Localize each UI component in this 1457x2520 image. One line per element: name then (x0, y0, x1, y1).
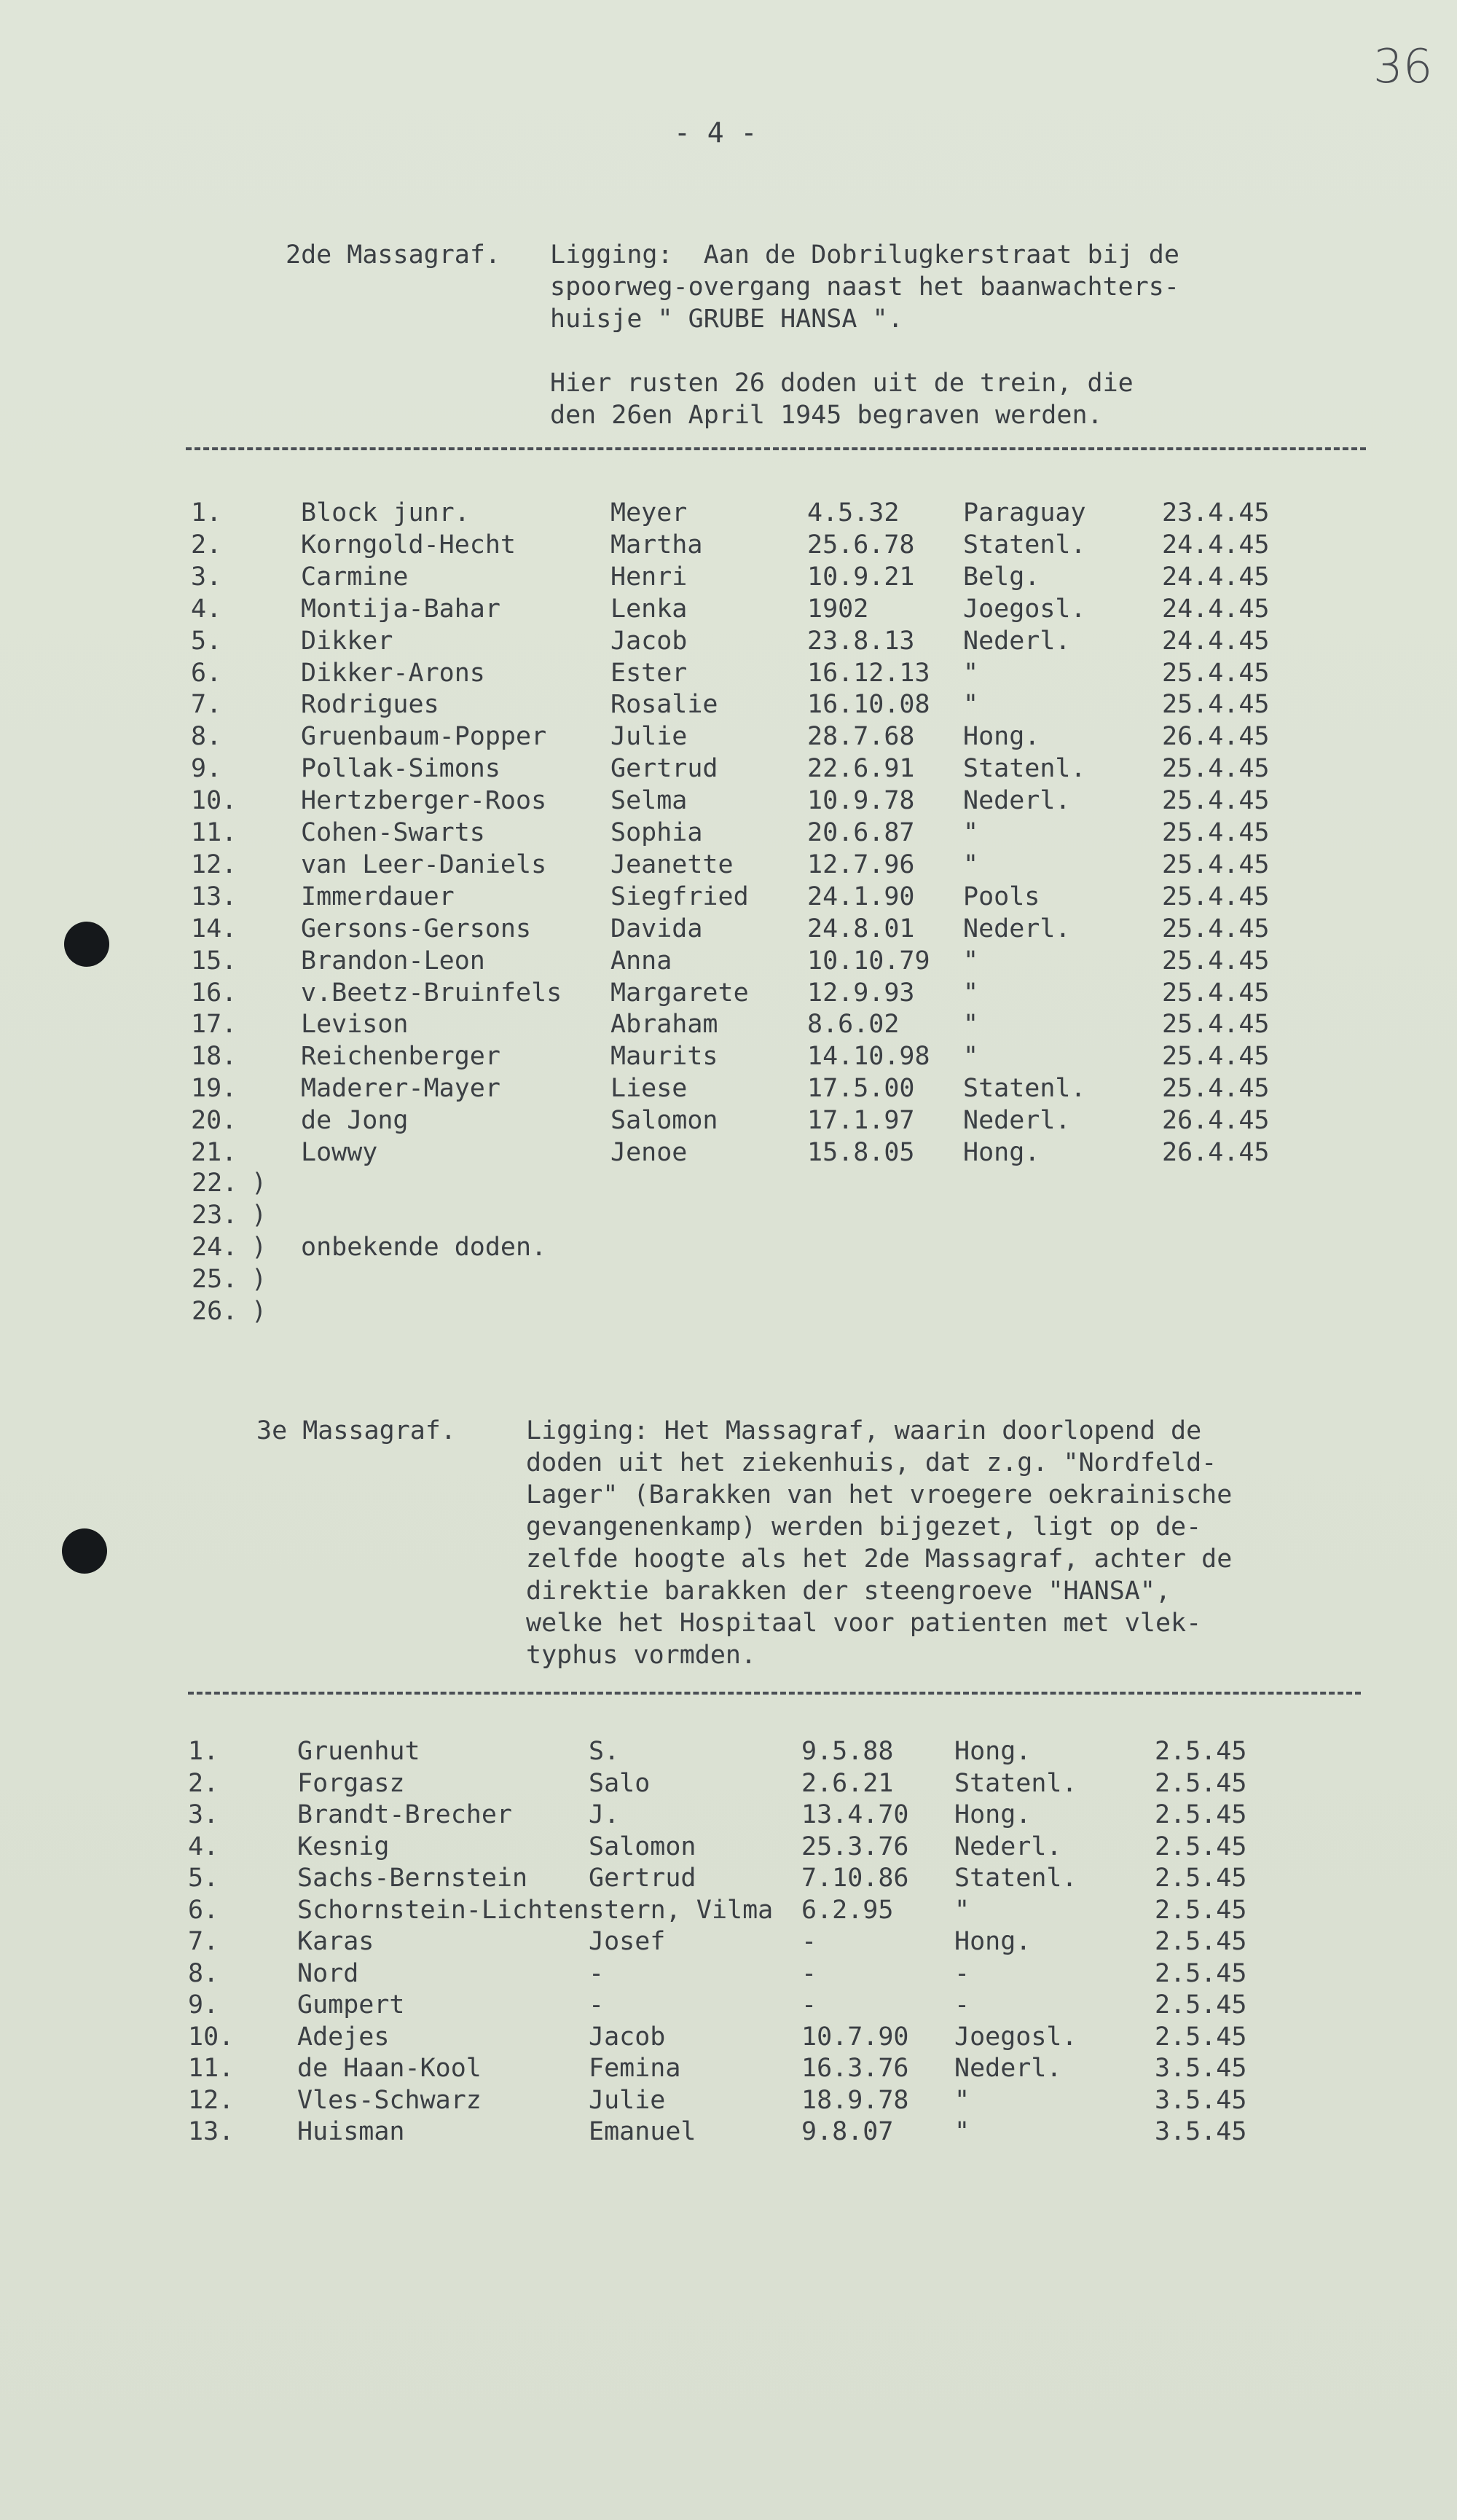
first-name: Josef (589, 1927, 666, 1956)
death-date: 2.5.45 (1155, 1927, 1247, 1956)
birth-date: 25.3.76 (801, 1832, 909, 1861)
death-date: 2.5.45 (1155, 1864, 1247, 1893)
nationality: " (954, 2117, 970, 2146)
death-date: 26.4.45 (1162, 722, 1270, 752)
entry-number: 4. (188, 1832, 219, 1861)
archive-number: 36 (1373, 40, 1433, 94)
surname: van Leer-Daniels (301, 849, 547, 879)
birth-date: 17.5.00 (807, 1074, 915, 1104)
entry-number: 5. (191, 626, 222, 656)
nationality: " (963, 946, 979, 976)
section2-location-line-2: spoorweg-overgang naast het baanwachters- (550, 272, 1179, 302)
surname: Kesnig (297, 1832, 390, 1861)
death-date: 2.5.45 (1155, 1990, 1247, 2019)
section2-label: 2de Massagraf. (286, 240, 501, 270)
section2-location-line-3: huisje " GRUBE HANSA ". (550, 305, 903, 334)
death-date: 25.4.45 (1162, 754, 1270, 784)
first-name: Davida (610, 914, 703, 943)
section2-divider (186, 447, 1366, 450)
nationality: " (954, 1895, 970, 1925)
entry-number: 3. (191, 562, 222, 592)
first-name: - (589, 1958, 605, 1988)
surname: Vles-Schwarz (297, 2085, 482, 2115)
entry-number: 9. (191, 754, 222, 784)
nationality: Pools (963, 882, 1040, 911)
surname: Reichenberger (301, 1042, 500, 1072)
surname: Korngold-Hecht (301, 530, 517, 560)
first-name: Sophia (610, 818, 703, 847)
surname: Gersons-Gersons (301, 914, 532, 943)
entry-number: 15. (191, 946, 237, 976)
section3-location-line: typhus vormden. (526, 1641, 757, 1670)
birth-date: 20.6.87 (807, 818, 915, 847)
death-date: 3.5.45 (1155, 2085, 1247, 2115)
death-date: 25.4.45 (1162, 1042, 1270, 1072)
nationality: Paraguay (963, 498, 1086, 527)
surname: Immerdauer (301, 882, 455, 911)
birth-date: 9.5.88 (801, 1737, 894, 1766)
first-name: Gertrud (589, 1864, 696, 1893)
birth-date: 10.7.90 (801, 2022, 909, 2052)
surname: Schornstein-Lichtenstern, Vilma (297, 1895, 774, 1925)
section3-label: 3e Massagraf. (256, 1416, 456, 1445)
death-date: 25.4.45 (1162, 946, 1270, 976)
unknown-number: 23. (192, 1201, 238, 1230)
first-name: Salo (589, 1768, 651, 1798)
nationality: Nederl. (963, 626, 1071, 656)
birth-date: 1902 (807, 594, 869, 624)
surname: Nord (297, 1958, 359, 1988)
first-name: Salomon (589, 1832, 696, 1861)
nationality: Hong. (963, 722, 1040, 752)
punch-hole-top (64, 922, 109, 967)
nationality: " (963, 658, 979, 688)
section2-note-line-1: Hier rusten 26 doden uit de trein, die (550, 369, 1134, 398)
section3-location-line: direktie barakken der steengroeve "HANSA", (526, 1577, 1171, 1606)
surname: Adejes (297, 2022, 390, 2052)
entry-number: 8. (188, 1958, 219, 1988)
nationality: Hong. (954, 1927, 1032, 1956)
birth-date: 17.1.97 (807, 1106, 915, 1136)
birth-date: 12.9.93 (807, 978, 915, 1008)
birth-date: - (801, 1958, 817, 1988)
entry-number: 19. (191, 1074, 237, 1104)
nationality: - (954, 1958, 970, 1988)
surname: Levison (301, 1010, 409, 1040)
surname: Pollak-Simons (301, 754, 500, 784)
death-date: 2.5.45 (1155, 1800, 1247, 1829)
section3-location-line: zelfde hoogte als het 2de Massagraf, achter de (526, 1544, 1233, 1574)
entry-number: 1. (188, 1737, 219, 1766)
first-name: S. (589, 1737, 620, 1766)
death-date: 25.4.45 (1162, 1074, 1270, 1104)
unknown-number: 22. (192, 1169, 238, 1198)
surname: v.Beetz-Bruinfels (301, 978, 562, 1008)
first-name: Siegfried (610, 882, 749, 911)
nationality: Statenl. (963, 754, 1086, 784)
birth-date: 15.8.05 (807, 1138, 915, 1167)
entry-number: 17. (191, 1010, 237, 1040)
first-name: Henri (610, 562, 688, 592)
first-name: Liese (610, 1074, 688, 1104)
death-date: 2.5.45 (1155, 1895, 1247, 1925)
birth-date: 12.7.96 (807, 849, 915, 879)
death-date: 24.4.45 (1162, 626, 1270, 656)
surname: Rodrigues (301, 690, 439, 720)
unknown-label: onbekende doden. (301, 1233, 547, 1262)
entry-number: 13. (188, 2117, 235, 2146)
birth-date: 16.3.76 (801, 2054, 909, 2083)
nationality: Joegosl. (954, 2022, 1077, 2052)
entry-number: 11. (188, 2054, 235, 2083)
first-name: Margarete (610, 978, 749, 1008)
entry-number: 20. (191, 1106, 237, 1136)
entry-number: 11. (191, 818, 237, 847)
birth-date: 6.2.95 (801, 1895, 894, 1925)
entry-number: 1. (191, 498, 222, 527)
entry-number: 5. (188, 1864, 219, 1893)
entry-number: 12. (188, 2085, 235, 2115)
first-name: Ester (610, 658, 688, 688)
surname: Dikker (301, 626, 393, 656)
surname: Carmine (301, 562, 409, 592)
entry-number: 18. (191, 1042, 237, 1072)
entry-number: 13. (191, 882, 237, 911)
death-date: 3.5.45 (1155, 2054, 1247, 2083)
section2-location-line-1: Ligging: Aan de Dobrilugkerstraat bij de (550, 240, 1179, 270)
birth-date: 24.8.01 (807, 914, 915, 943)
birth-date: 9.8.07 (801, 2117, 894, 2146)
section2-note-line-2: den 26en April 1945 begraven werden. (550, 401, 1103, 430)
page-number: - 4 - (674, 117, 758, 149)
nationality: Statenl. (954, 1768, 1077, 1798)
death-date: 3.5.45 (1155, 2117, 1247, 2146)
surname: Lowwy (301, 1138, 378, 1167)
death-date: 24.4.45 (1162, 530, 1270, 560)
nationality: " (963, 849, 979, 879)
birth-date: 28.7.68 (807, 722, 915, 752)
unknown-number: 26. (192, 1297, 238, 1326)
death-date: 2.5.45 (1155, 1832, 1247, 1861)
birth-date: 18.9.78 (801, 2085, 909, 2115)
birth-date: 10.9.78 (807, 786, 915, 816)
nationality: " (963, 1042, 979, 1072)
surname: Karas (297, 1927, 374, 1956)
entry-number: 7. (188, 1927, 219, 1956)
birth-date: 16.10.08 (807, 690, 930, 720)
first-name: Julie (610, 722, 688, 752)
death-date: 25.4.45 (1162, 818, 1270, 847)
entry-number: 7. (191, 690, 222, 720)
surname: Cohen-Swarts (301, 818, 485, 847)
surname: Brandon-Leon (301, 946, 485, 976)
first-name: Jenoe (610, 1138, 688, 1167)
birth-date: 4.5.32 (807, 498, 900, 527)
entry-number: 2. (191, 530, 222, 560)
death-date: 25.4.45 (1162, 914, 1270, 943)
nationality: - (954, 1990, 970, 2019)
birth-date: 2.6.21 (801, 1768, 894, 1798)
birth-date: 7.10.86 (801, 1864, 909, 1893)
birth-date: 16.12.13 (807, 658, 930, 688)
entry-number: 9. (188, 1990, 219, 2019)
birth-date: 8.6.02 (807, 1010, 900, 1040)
first-name: Maurits (610, 1042, 718, 1072)
nationality: " (963, 1010, 979, 1040)
surname: Brandt-Brecher (297, 1800, 513, 1829)
punch-hole-bottom (62, 1528, 107, 1574)
unknown-number: 24. (192, 1233, 238, 1262)
death-date: 25.4.45 (1162, 658, 1270, 688)
nationality: Hong. (963, 1138, 1040, 1167)
first-name: Julie (589, 2085, 666, 2115)
birth-date: - (801, 1990, 817, 2019)
surname: Forgasz (297, 1768, 405, 1798)
section3-divider (188, 1692, 1361, 1695)
birth-date: 23.8.13 (807, 626, 915, 656)
death-date: 25.4.45 (1162, 882, 1270, 911)
surname: Gruenbaum-Popper (301, 722, 547, 752)
entry-number: 6. (188, 1895, 219, 1925)
nationality: Statenl. (954, 1864, 1077, 1893)
first-name: Jacob (589, 2022, 666, 2052)
first-name: Emanuel (589, 2117, 696, 2146)
section3-location-line: Ligging: Het Massagraf, waarin doorlopend de (526, 1416, 1202, 1445)
first-name: Selma (610, 786, 688, 816)
first-name: Abraham (610, 1010, 718, 1040)
nationality: Hong. (954, 1737, 1032, 1766)
surname: de Jong (301, 1106, 409, 1136)
surname: Huisman (297, 2117, 405, 2146)
first-name: J. (589, 1800, 620, 1829)
grouping-brace: ) ) ) ) ) (251, 1169, 267, 1326)
surname: de Haan-Kool (297, 2054, 482, 2083)
section3-location-line: Lager" (Barakken van het vroegere oekrainische (526, 1480, 1233, 1510)
death-date: 2.5.45 (1155, 1958, 1247, 1988)
death-date: 25.4.45 (1162, 690, 1270, 720)
entry-number: 14. (191, 914, 237, 943)
nationality: Belg. (963, 562, 1040, 592)
nationality: " (963, 818, 979, 847)
nationality: Nederl. (963, 914, 1071, 943)
death-date: 25.4.45 (1162, 849, 1270, 879)
first-name: - (589, 1990, 605, 2019)
nationality: Statenl. (963, 1074, 1086, 1104)
nationality: Joegosl. (963, 594, 1086, 624)
birth-date: 24.1.90 (807, 882, 915, 911)
first-name: Gertrud (610, 754, 718, 784)
death-date: 24.4.45 (1162, 594, 1270, 624)
death-date: 25.4.45 (1162, 978, 1270, 1008)
entry-number: 12. (191, 849, 237, 879)
first-name: Anna (610, 946, 672, 976)
birth-date: 22.6.91 (807, 754, 915, 784)
death-date: 26.4.45 (1162, 1106, 1270, 1136)
first-name: Rosalie (610, 690, 718, 720)
unknown-number: 25. (192, 1265, 238, 1294)
entry-number: 10. (191, 786, 237, 816)
birth-date: 25.6.78 (807, 530, 915, 560)
nationality: Nederl. (963, 786, 1071, 816)
death-date: 26.4.45 (1162, 1138, 1270, 1167)
nationality: " (954, 2085, 970, 2115)
death-date: 23.4.45 (1162, 498, 1270, 527)
nationality: Hong. (954, 1800, 1032, 1829)
surname: Maderer-Mayer (301, 1074, 500, 1104)
first-name: Lenka (610, 594, 688, 624)
death-date: 25.4.45 (1162, 1010, 1270, 1040)
death-date: 2.5.45 (1155, 1737, 1247, 1766)
surname: Montija-Bahar (301, 594, 500, 624)
section3-location-line: gevangenenkamp) werden bijgezet, ligt op de- (526, 1512, 1202, 1542)
surname: Block junr. (301, 498, 470, 527)
entry-number: 3. (188, 1800, 219, 1829)
section3-location-line: doden uit het ziekenhuis, dat z.g. "Nordfeld- (526, 1448, 1217, 1477)
death-date: 2.5.45 (1155, 2022, 1247, 2052)
entry-number: 2. (188, 1768, 219, 1798)
nationality: Statenl. (963, 530, 1086, 560)
birth-date: 10.10.79 (807, 946, 930, 976)
surname: Dikker-Arons (301, 658, 485, 688)
surname: Gruenhut (297, 1737, 420, 1766)
section3-location-line: welke het Hospitaal voor patienten met vlek- (526, 1609, 1202, 1638)
first-name: Martha (610, 530, 703, 560)
nationality: " (963, 978, 979, 1008)
birth-date: 10.9.21 (807, 562, 915, 592)
death-date: 24.4.45 (1162, 562, 1270, 592)
surname: Sachs-Bernstein (297, 1864, 528, 1893)
nationality: Nederl. (954, 1832, 1062, 1861)
birth-date: 13.4.70 (801, 1800, 909, 1829)
first-name: Femina (589, 2054, 681, 2083)
death-date: 2.5.45 (1155, 1768, 1247, 1798)
surname: Gumpert (297, 1990, 405, 2019)
death-date: 25.4.45 (1162, 786, 1270, 816)
nationality: " (963, 690, 979, 720)
entry-number: 16. (191, 978, 237, 1008)
entry-number: 6. (191, 658, 222, 688)
nationality: Nederl. (963, 1106, 1071, 1136)
first-name: Salomon (610, 1106, 718, 1136)
first-name: Jeanette (610, 849, 734, 879)
entry-number: 10. (188, 2022, 235, 2052)
first-name: Jacob (610, 626, 688, 656)
birth-date: 14.10.98 (807, 1042, 930, 1072)
entry-number: 8. (191, 722, 222, 752)
surname: Hertzberger-Roos (301, 786, 547, 816)
birth-date: - (801, 1927, 817, 1956)
nationality: Nederl. (954, 2054, 1062, 2083)
entry-number: 21. (191, 1138, 237, 1167)
first-name: Meyer (610, 498, 688, 527)
entry-number: 4. (191, 594, 222, 624)
